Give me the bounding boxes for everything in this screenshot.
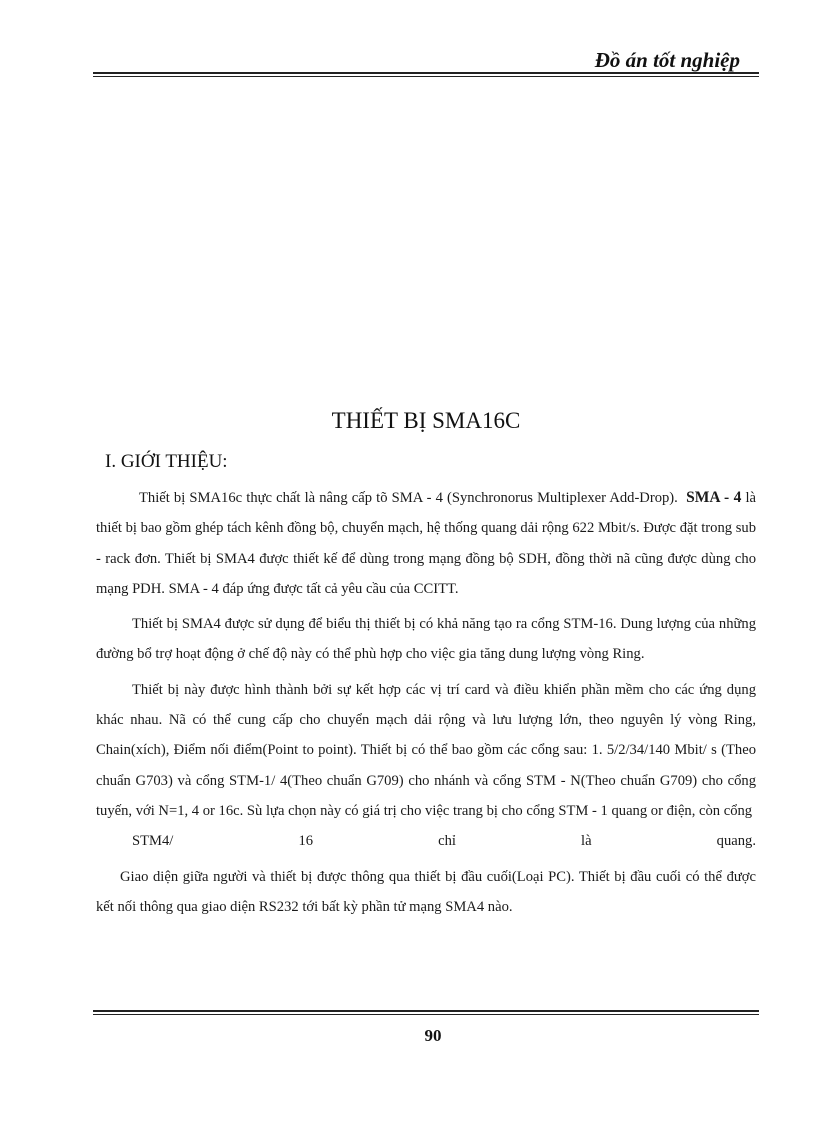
paragraph-3-last-line [96, 826, 756, 856]
word: quang. [716, 833, 756, 850]
header-title: Đồ án tốt nghiệp [594, 48, 740, 72]
body-text [96, 483, 756, 927]
paragraph-4: Giao diện giữa người và thiết bị được thông qua thiết bị đầu cuối(Loại PC). Thiết bị đầu cuối có thể được kết nối thông qua giao diện RS232 tới bất kỳ phần tử mạng SMA4 nào. [96, 868, 756, 915]
paragraph-1-text-b: là thiết bị bao gồm ghép tách kênh đồng bộ, chuyển mạch, hệ thống quang dải rộng 622 Mbit/s. Được đặt trong sub - rack đơn. Thiết bị SMA4 được thiết kế để dùng trong mạng đồng bộ SDH, đồng thời nã cũng được dùng cho mạng PDH. SMA - 4 đáp ứng được tất cả yêu cầu của CCITT. [96, 490, 757, 597]
paragraph-3 [96, 675, 756, 857]
word: là [581, 833, 592, 850]
footer-rule [93, 1010, 759, 1015]
word: 16 [298, 833, 314, 850]
paragraph-1-text-a: Thiết bị SMA16c thực chất là nâng cấp tõ SMA - 4 (Synchronorus Multiplexer Add-Drop). [139, 490, 678, 506]
word: chỉ [438, 833, 456, 850]
word: STM4/ [132, 833, 174, 850]
document-title: THIẾT BỊ SMA16C [331, 408, 521, 433]
paragraph-3-text: Thiết bị này được hình thành bởi sự kết hợp các vị trí card và điều khiển phần mềm cho các ứng dụng khác nhau. Nã có thể cung cấp cho chuyển mạch dải rộng và lưu lượng lớn, theo nguyên lý vòng Ring, Chain(xích), Điểm nối điểm(Point to point). Thiết bị có thể bao gồm các cổng sau: 1. 5/2/34/140 Mbit/ s (Theo chuẩn G703) và cổng STM-1/ 4(Theo chuẩn G709) cho nhánh và cổng STM - N(Theo chuẩn G709) cho cổng tuyến, với N=1, 4 or 16c. Sù lựa chọn này có giá trị cho việc trang bị cho cổng STM - 1 quang or điện, còn cổng [96, 681, 756, 819]
section-heading: I. GIỚI THIỆU: [105, 451, 228, 472]
header-rule [93, 72, 759, 77]
paragraph-2: Thiết bị SMA4 được sử dụng để biểu thị thiết bị có khả năng tạo ra cổng STM-16. Dung lượng của những đường bổ trợ hoạt động ở chế độ này có thể phù hợp cho việc gia tăng dung lượng vòng Ring. [96, 616, 756, 663]
paragraph-1-bold: SMA - 4 [686, 489, 742, 506]
page-number: 90 [424, 1026, 442, 1045]
paragraph-1 [96, 483, 756, 604]
